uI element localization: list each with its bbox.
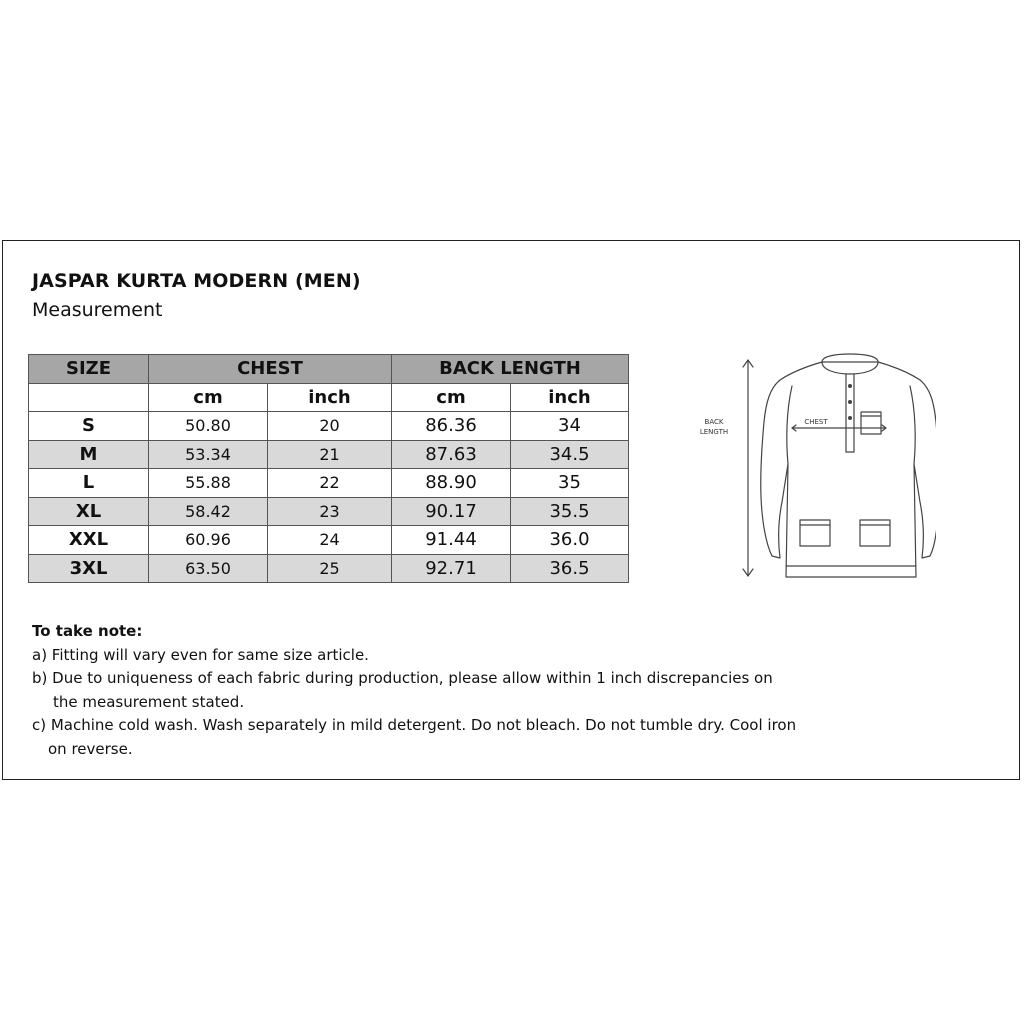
table-row: [29, 469, 629, 498]
chest-inch-cell: 21: [268, 440, 392, 469]
chest-label: CHEST: [804, 418, 828, 426]
size-cell: 3XL: [29, 554, 149, 583]
back-inch-cell: 35: [511, 469, 629, 498]
header-back-length: BACK LENGTH: [392, 355, 629, 384]
chest-cm-cell: 58.42: [149, 497, 268, 526]
chest-cm-cell: 60.96: [149, 526, 268, 555]
back-length-label-1: BACK: [704, 418, 724, 426]
notes-title: To take note:: [32, 622, 143, 640]
page-subtitle: Measurement: [32, 299, 163, 321]
unit-chest-inch: inch: [268, 383, 392, 412]
size-cell: XXL: [29, 526, 149, 555]
note-c-continued: on reverse.: [48, 739, 133, 758]
table-row: [29, 497, 629, 526]
size-cell: L: [29, 469, 149, 498]
size-cell: S: [29, 412, 149, 441]
note-b: b) Due to uniqueness of each fabric during production, please allow within 1 inch discrepancies on: [32, 669, 773, 687]
chest-inch-cell: 22: [268, 469, 392, 498]
back-cm-cell: 88.90: [392, 469, 511, 498]
chest-cm-cell: 50.80: [149, 412, 268, 441]
table-row: [29, 526, 629, 555]
back-length-label-2: LENGTH: [699, 428, 729, 436]
kurta-diagram: [696, 352, 936, 588]
notes-section: [32, 620, 812, 761]
chest-cm-cell: 55.88: [149, 469, 268, 498]
chest-cm-cell: 63.50: [149, 554, 268, 583]
back-cm-cell: 90.17: [392, 497, 511, 526]
size-cell: XL: [29, 497, 149, 526]
back-cm-cell: 87.63: [392, 440, 511, 469]
back-inch-cell: 34: [511, 412, 629, 441]
note-a: a) Fitting will vary even for same size article.: [32, 645, 369, 664]
back-cm-cell: 92.71: [392, 554, 511, 583]
unit-chest-cm: cm: [149, 383, 268, 412]
table-row: [29, 554, 629, 583]
note-b-continued: the measurement stated.: [53, 692, 245, 711]
table-row: [29, 440, 629, 469]
back-inch-cell: 36.5: [511, 554, 629, 583]
table-units-row: [29, 383, 629, 412]
table-row: [29, 412, 629, 441]
header-size: SIZE: [29, 355, 149, 384]
back-inch-cell: 34.5: [511, 440, 629, 469]
back-cm-cell: 86.36: [392, 412, 511, 441]
units-blank: [29, 383, 149, 412]
chest-cm-cell: 53.34: [149, 440, 268, 469]
chest-inch-cell: 25: [268, 554, 392, 583]
chest-inch-cell: 23: [268, 497, 392, 526]
back-inch-cell: 35.5: [511, 497, 629, 526]
chest-inch-cell: 24: [268, 526, 392, 555]
kurta-outline: [761, 362, 936, 577]
size-table: [28, 354, 629, 583]
size-cell: M: [29, 440, 149, 469]
unit-back-cm: cm: [392, 383, 511, 412]
unit-back-inch: inch: [511, 383, 629, 412]
back-inch-cell: 36.0: [511, 526, 629, 555]
back-cm-cell: 91.44: [392, 526, 511, 555]
header-chest: CHEST: [149, 355, 392, 384]
table-header-row: [29, 355, 629, 384]
page-title: JASPAR KURTA MODERN (MEN): [32, 270, 361, 292]
note-c: c) Machine cold wash. Wash separately in mild detergent. Do not bleach. Do not tumble dry. Cool iron: [32, 716, 797, 734]
chest-inch-cell: 20: [268, 412, 392, 441]
